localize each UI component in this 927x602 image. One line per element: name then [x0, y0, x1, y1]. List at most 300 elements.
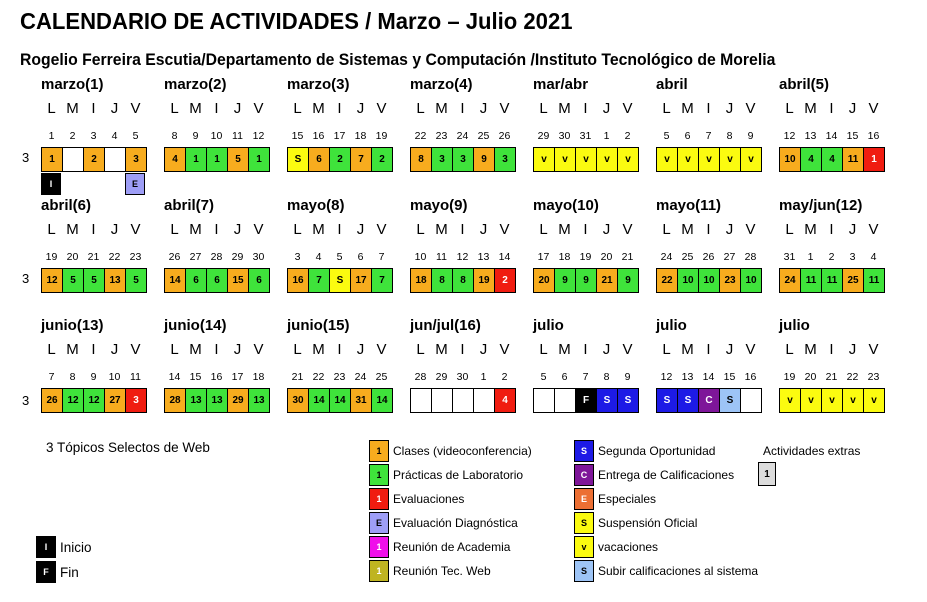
week-cells: [410, 147, 516, 172]
day-cell: 10: [678, 269, 699, 292]
date-number: 2: [828, 251, 835, 263]
weekday-letter: M: [66, 341, 79, 358]
date-number: 6: [561, 371, 568, 383]
week-block: [164, 317, 287, 437]
weekday-letter: M: [435, 221, 448, 238]
weekday-letter: I: [706, 341, 711, 358]
weekday-letter: L: [539, 341, 548, 358]
date-number: 22: [312, 371, 325, 383]
date-number: 19: [783, 371, 796, 383]
week-label: may/jun(12): [779, 197, 863, 214]
day-cell: 11: [843, 148, 864, 171]
legend-label: Subir calificaciones al sistema: [598, 564, 759, 578]
date-number: 16: [867, 130, 880, 142]
week-dates: [656, 251, 761, 263]
date-number: 10: [108, 371, 121, 383]
week-block: [656, 317, 779, 437]
date-number: 23: [435, 130, 448, 142]
weekday-letter: J: [725, 341, 734, 358]
date-number: 18: [558, 251, 571, 263]
date-number: 7: [48, 371, 55, 383]
weekday-letter: J: [602, 100, 611, 117]
weekday-letter: J: [110, 100, 119, 117]
day-cell: 1: [249, 148, 270, 171]
date-number: 6: [357, 251, 364, 263]
date-number: 4: [870, 251, 877, 263]
week-label: marzo(4): [410, 76, 473, 93]
legend-item: [369, 560, 491, 582]
week-block: [41, 197, 164, 317]
week-dates: [164, 251, 269, 263]
day-cell: 13: [249, 389, 270, 412]
day-cell: [105, 148, 126, 171]
day-cell: 1: [42, 148, 63, 171]
date-number: 29: [231, 251, 244, 263]
weekday-letters: [656, 100, 761, 117]
date-number: 13: [477, 251, 490, 263]
weekday-letter: M: [435, 100, 448, 117]
date-number: 4: [315, 251, 322, 263]
day-cell: v: [678, 148, 699, 171]
weekday-letter: I: [460, 221, 465, 238]
marker-box: E: [125, 173, 145, 195]
date-number: 22: [846, 371, 859, 383]
date-number: 28: [414, 371, 427, 383]
date-number: 1: [807, 251, 814, 263]
week-cells: [410, 268, 516, 293]
week-label: marzo(1): [41, 76, 104, 93]
date-number: 20: [600, 251, 613, 263]
week-cells: [533, 268, 639, 293]
weekday-letter: M: [558, 341, 571, 358]
week-cells: [41, 147, 147, 172]
date-number: 14: [498, 251, 511, 263]
weekday-letters: [779, 221, 884, 238]
weekday-letter: V: [253, 100, 264, 117]
legend-item: [369, 512, 518, 534]
date-number: 17: [231, 371, 244, 383]
weekday-letter: J: [725, 100, 734, 117]
week-cells: [164, 268, 270, 293]
week-block: [287, 317, 410, 437]
day-cell: 6: [186, 269, 207, 292]
date-number: 21: [621, 251, 634, 263]
day-cell: 29: [228, 389, 249, 412]
date-number: 12: [783, 130, 796, 142]
weekday-letters: [410, 100, 515, 117]
weekday-letters: [779, 100, 884, 117]
weekday-letter: V: [376, 100, 387, 117]
date-number: 22: [414, 130, 427, 142]
weekday-letter: I: [829, 100, 834, 117]
day-cell: 5: [84, 269, 105, 292]
day-cell: S: [288, 148, 309, 171]
day-cell: 2: [372, 148, 393, 171]
day-cell: [741, 389, 762, 412]
weekday-letter: I: [214, 100, 219, 117]
day-cell: 6: [207, 269, 228, 292]
week-label: junio(13): [41, 317, 104, 334]
date-number: 10: [414, 251, 427, 263]
legend-item: [574, 560, 758, 582]
date-number: 24: [660, 251, 673, 263]
date-number: 17: [333, 130, 346, 142]
weekday-letter: M: [558, 100, 571, 117]
week-dates: [533, 130, 638, 142]
date-number: 7: [705, 130, 712, 142]
date-number: 26: [702, 251, 715, 263]
date-number: 16: [312, 130, 325, 142]
week-cells: [410, 388, 516, 413]
legend-item: [574, 512, 697, 534]
day-cell: 8: [453, 269, 474, 292]
weekday-letters: [41, 221, 146, 238]
weekday-letters: [533, 341, 638, 358]
day-cell: 16: [288, 269, 309, 292]
date-number: 19: [375, 130, 388, 142]
day-cell: 1: [864, 148, 885, 171]
weekday-letter: V: [130, 341, 141, 358]
weekday-letter: I: [460, 100, 465, 117]
week-dates: [410, 130, 515, 142]
weekday-letter: M: [804, 221, 817, 238]
day-cell: [534, 389, 555, 412]
day-cell: 13: [105, 269, 126, 292]
weekday-letter: J: [356, 100, 365, 117]
weekday-letters: [287, 100, 392, 117]
weekday-letter: L: [416, 100, 425, 117]
weekday-letter: V: [868, 221, 879, 238]
marker-slot: [62, 173, 83, 196]
legend-label: Prácticas de Laboratorio: [393, 468, 524, 482]
weekday-letter: M: [189, 221, 202, 238]
date-number: 1: [480, 371, 487, 383]
marker-box: I: [41, 173, 61, 195]
week-dates: [164, 130, 269, 142]
day-cell: 6: [249, 269, 270, 292]
weekday-letter: M: [66, 100, 79, 117]
day-cell: v: [657, 148, 678, 171]
legend-label: Segunda Oportunidad: [598, 444, 716, 458]
weekday-letter: J: [602, 341, 611, 358]
week-label: jun/jul(16): [410, 317, 481, 334]
weekday-letter: I: [337, 341, 342, 358]
date-number: 21: [87, 251, 100, 263]
week-dates: [533, 371, 638, 383]
weekday-letter: L: [662, 100, 671, 117]
day-cell: 25: [843, 269, 864, 292]
day-cell: v: [741, 148, 762, 171]
date-number: 3: [294, 251, 301, 263]
day-cell: 14: [165, 269, 186, 292]
weekday-letter: V: [745, 341, 756, 358]
week-block: [287, 76, 410, 196]
week-cells: [287, 388, 393, 413]
legend-swatch: I: [36, 536, 56, 558]
weekday-letter: V: [376, 341, 387, 358]
week-dates: [779, 371, 884, 383]
day-cell: S: [678, 389, 699, 412]
weekday-letter: L: [539, 100, 548, 117]
week-label: abril(7): [164, 197, 215, 214]
date-number: 9: [747, 130, 754, 142]
week-cells: [533, 388, 639, 413]
day-cell: 14: [309, 389, 330, 412]
date-number: 9: [192, 130, 199, 142]
weekday-letter: L: [293, 100, 302, 117]
week-cells: [164, 147, 270, 172]
weekday-letter: V: [499, 221, 510, 238]
week-dates: [287, 371, 392, 383]
legend-label: Reunión Tec. Web: [393, 564, 491, 578]
legend-item: [36, 561, 79, 583]
week-dates: [656, 371, 761, 383]
weekday-letter: L: [416, 221, 425, 238]
row-group-number: 3: [22, 150, 30, 165]
day-cell: 11: [801, 269, 822, 292]
weekday-letters: [41, 341, 146, 358]
legend-swatch: F: [36, 561, 56, 583]
date-number: 15: [846, 130, 859, 142]
weekday-letter: V: [499, 341, 510, 358]
week-label: julio: [779, 317, 810, 334]
day-cell: v: [801, 389, 822, 412]
date-number: 1: [48, 130, 55, 142]
legend-swatch: C: [574, 464, 594, 486]
week-label: abril(5): [779, 76, 830, 93]
date-number: 26: [168, 251, 181, 263]
date-number: 10: [210, 130, 223, 142]
week-label: mayo(8): [287, 197, 345, 214]
day-cell: v: [843, 389, 864, 412]
weekday-letter: L: [47, 100, 56, 117]
date-number: 27: [189, 251, 202, 263]
day-cell: v: [534, 148, 555, 171]
day-cell: 11: [864, 269, 885, 292]
legend-label: Inicio: [60, 539, 92, 555]
day-cell: 12: [42, 269, 63, 292]
marker-slot: [83, 173, 104, 196]
day-cell: 4: [165, 148, 186, 171]
date-number: 9: [624, 371, 631, 383]
week-label: mayo(9): [410, 197, 468, 214]
date-number: 12: [456, 251, 469, 263]
date-number: 5: [663, 130, 670, 142]
week-dates: [41, 130, 146, 142]
day-cell: C: [699, 389, 720, 412]
weekday-letter: M: [681, 100, 694, 117]
week-block: [410, 317, 533, 437]
weekday-letter: V: [376, 221, 387, 238]
weekday-letter: L: [785, 100, 794, 117]
weekday-letter: M: [804, 341, 817, 358]
weekday-letter: J: [110, 341, 119, 358]
date-number: 30: [456, 371, 469, 383]
day-cell: [411, 389, 432, 412]
date-number: 21: [825, 371, 838, 383]
marker-slot: [104, 173, 125, 196]
date-number: 12: [252, 130, 265, 142]
week-dates: [533, 251, 638, 263]
week-label: mayo(11): [656, 197, 722, 214]
weekday-letter: I: [583, 341, 588, 358]
week-cells: [287, 147, 393, 172]
day-cell: 3: [453, 148, 474, 171]
date-number: 2: [624, 130, 631, 142]
legend-item: [574, 488, 656, 510]
day-cell: 3: [495, 148, 516, 171]
date-number: 17: [537, 251, 550, 263]
day-cell: 24: [780, 269, 801, 292]
day-cell: S: [597, 389, 618, 412]
day-cell: 31: [351, 389, 372, 412]
day-cell: [453, 389, 474, 412]
week-block: [656, 76, 779, 196]
day-cell: 2: [495, 269, 516, 292]
date-number: 13: [681, 371, 694, 383]
weekday-letter: L: [416, 341, 425, 358]
date-number: 8: [726, 130, 733, 142]
week-label: julio: [656, 317, 687, 334]
date-number: 6: [684, 130, 691, 142]
row-group-number: 3: [22, 271, 30, 286]
day-cell: S: [330, 269, 351, 292]
weekday-letters: [41, 100, 146, 117]
weekday-letter: J: [110, 221, 119, 238]
legend-label: Fin: [60, 564, 79, 580]
weekday-letter: I: [214, 341, 219, 358]
day-cell: S: [657, 389, 678, 412]
legend-swatch: 1: [369, 536, 389, 558]
date-number: 3: [90, 130, 97, 142]
week-dates: [287, 130, 392, 142]
weekday-letter: V: [868, 100, 879, 117]
day-cell: [432, 389, 453, 412]
weekday-letter: L: [47, 221, 56, 238]
date-number: 1: [603, 130, 610, 142]
weekday-letter: I: [829, 341, 834, 358]
subject-label: 3 Tópicos Selectos de Web: [46, 440, 210, 455]
week-cells: [779, 147, 885, 172]
date-number: 26: [498, 130, 511, 142]
weekday-letter: I: [214, 221, 219, 238]
date-number: 29: [435, 371, 448, 383]
day-cell: 30: [288, 389, 309, 412]
weekday-letter: J: [479, 221, 488, 238]
page-subtitle: Rogelio Ferreira Escutia/Departamento de Sistemas y Computación /Instituto Tecnológico de Morelia: [20, 51, 776, 69]
weekday-letter: J: [356, 221, 365, 238]
weekday-letter: V: [868, 341, 879, 358]
day-cell: 4: [822, 148, 843, 171]
weekday-letter: L: [170, 100, 179, 117]
weekday-letter: I: [583, 100, 588, 117]
day-cell: 12: [84, 389, 105, 412]
legend-swatch: S: [574, 440, 594, 462]
date-number: 16: [210, 371, 223, 383]
date-number: 23: [867, 371, 880, 383]
day-cell: 12: [63, 389, 84, 412]
week-dates: [287, 251, 392, 263]
date-number: 5: [132, 130, 139, 142]
day-cell: 27: [105, 389, 126, 412]
date-number: 11: [436, 251, 447, 263]
week-dates: [41, 371, 146, 383]
extras-title: Actividades extras: [763, 444, 861, 458]
day-cell: 15: [228, 269, 249, 292]
page-title: CALENDARIO DE ACTIVIDADES / Marzo – Julio 2021: [20, 8, 573, 34]
legend-item: [574, 536, 658, 558]
day-cell: v: [618, 148, 639, 171]
weekday-letter: L: [662, 221, 671, 238]
weekday-letter: I: [91, 100, 96, 117]
day-cell: 10: [780, 148, 801, 171]
week-markers: [41, 173, 146, 196]
date-number: 31: [783, 251, 796, 263]
day-cell: 10: [699, 269, 720, 292]
weekday-letter: I: [583, 221, 588, 238]
legend-swatch: 1: [369, 440, 389, 462]
weekday-letter: M: [189, 341, 202, 358]
day-cell: 4: [495, 389, 516, 412]
day-cell: 3: [126, 389, 147, 412]
date-number: 27: [723, 251, 736, 263]
date-number: 24: [456, 130, 469, 142]
date-number: 11: [130, 371, 141, 383]
date-number: 25: [375, 371, 388, 383]
weekday-letter: L: [662, 341, 671, 358]
day-cell: v: [780, 389, 801, 412]
day-cell: v: [822, 389, 843, 412]
weekday-letter: V: [499, 100, 510, 117]
date-number: 28: [744, 251, 757, 263]
weekday-letter: M: [312, 221, 325, 238]
weekday-letters: [287, 341, 392, 358]
week-block: [410, 76, 533, 196]
date-number: 28: [210, 251, 223, 263]
day-cell: 9: [555, 269, 576, 292]
legend-swatch: v: [574, 536, 594, 558]
legend-swatch: E: [574, 488, 594, 510]
legend-label: vacaciones: [598, 540, 659, 554]
date-number: 15: [189, 371, 202, 383]
date-number: 31: [579, 130, 592, 142]
week-cells: [779, 388, 885, 413]
date-number: 4: [111, 130, 118, 142]
weekday-letter: I: [91, 341, 96, 358]
weekday-letters: [656, 341, 761, 358]
day-cell: 18: [411, 269, 432, 292]
week-label: junio(15): [287, 317, 350, 334]
week-dates: [779, 251, 884, 263]
weekday-letters: [164, 341, 269, 358]
legend-item: [369, 488, 464, 510]
date-number: 18: [252, 371, 265, 383]
weekday-letters: [533, 221, 638, 238]
week-dates: [410, 371, 515, 383]
day-cell: 26: [42, 389, 63, 412]
weekday-letter: L: [170, 221, 179, 238]
week-dates: [410, 251, 515, 263]
date-number: 14: [825, 130, 838, 142]
date-number: 18: [354, 130, 367, 142]
day-cell: 23: [720, 269, 741, 292]
week-label: marzo(2): [164, 76, 227, 93]
day-cell: 4: [801, 148, 822, 171]
week-dates: [41, 251, 146, 263]
weekday-letter: M: [804, 100, 817, 117]
day-cell: 13: [186, 389, 207, 412]
weekday-letters: [410, 341, 515, 358]
